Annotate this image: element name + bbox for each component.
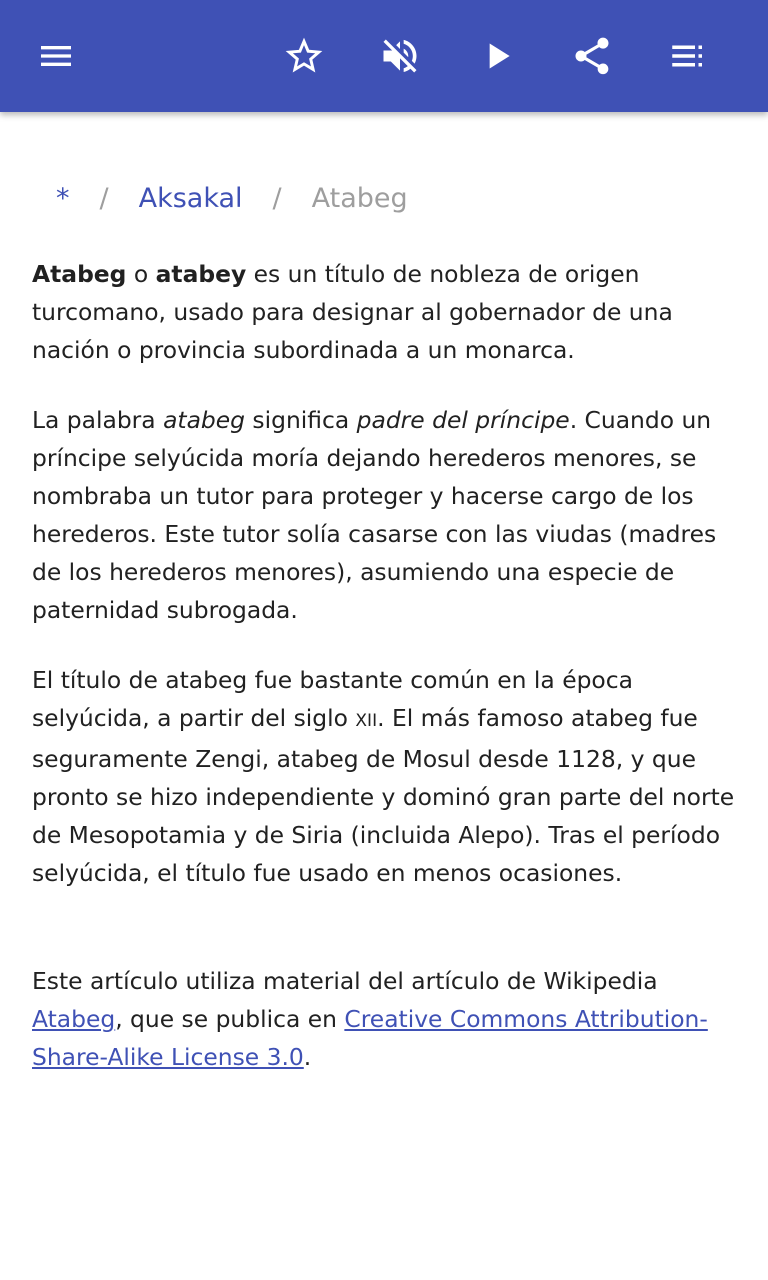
paragraph-text: El título de atabeg fue bastante común en la época selyúcida, a partir del siglo <box>32 666 633 732</box>
century-numeral: XII <box>355 711 378 731</box>
license-link[interactable]: Creative Commons Attribution-Share-Alike License 3.0 <box>32 1005 708 1071</box>
mute-button[interactable] <box>372 28 428 84</box>
share-icon <box>570 34 614 78</box>
article-paragraph <box>32 661 744 892</box>
breadcrumb-parent-link[interactable]: Aksakal <box>138 182 243 214</box>
paragraph-text: . <box>303 1043 312 1071</box>
paragraph-text: o <box>126 260 156 288</box>
paragraph-text: Este artículo utiliza material del artículo de Wikipedia <box>32 967 658 995</box>
table-of-contents-button[interactable] <box>660 28 716 84</box>
breadcrumb-root-link[interactable]: * <box>56 182 70 214</box>
paragraph-text: . El más famoso atabeg fue seguramente Zengi, atabeg de Mosul desde 1128, y que pronto se hizo independiente y dominó gran parte del norte de Mesopotamia y de Siria (incluida Alepo). Tras el período selyúcida, el título fue usado en menos ocasiones. <box>32 704 735 887</box>
app-toolbar <box>0 0 768 112</box>
star-outline-icon <box>282 34 326 78</box>
term-bold: atabey <box>155 260 247 288</box>
term-italic: padre del príncipe <box>356 406 570 434</box>
paragraph-text: . Cuando un príncipe selyúcida moría dejando herederos menores, se nombraba un tutor para proteger y hacerse cargo de los herederos. Este tutor solía casarse con las viudas (madres de los herederos menores), asumiendo una especie de paternidad subrogada. <box>32 406 717 624</box>
breadcrumb-current: Atabeg <box>311 182 408 214</box>
share-button[interactable] <box>564 28 620 84</box>
play-icon <box>478 36 518 76</box>
paragraph-text: significa <box>245 406 357 434</box>
paragraph-text: , que se publica en <box>115 1005 345 1033</box>
article-paragraph <box>32 401 744 629</box>
term-bold: Atabeg <box>32 260 127 288</box>
term-italic: atabeg <box>163 406 245 434</box>
paragraph-text: es un título de nobleza de origen turcomano, usado para designar al gobernador de una nación o provincia subordinada a un monarca. <box>32 260 673 364</box>
favorite-button[interactable] <box>276 28 332 84</box>
toc-list-icon <box>667 35 709 77</box>
wikipedia-article-link[interactable]: Atabeg <box>32 1005 116 1033</box>
breadcrumb-separator: / <box>272 182 282 214</box>
attribution-paragraph <box>32 962 744 1076</box>
menu-icon <box>36 36 76 76</box>
breadcrumb-separator: / <box>99 182 109 214</box>
article-paragraph <box>32 255 744 369</box>
article-content <box>32 255 744 1108</box>
play-button[interactable] <box>470 28 526 84</box>
paragraph-text: La palabra <box>32 406 164 434</box>
breadcrumb <box>56 178 408 218</box>
menu-button[interactable] <box>28 28 84 84</box>
volume-off-icon <box>378 34 422 78</box>
